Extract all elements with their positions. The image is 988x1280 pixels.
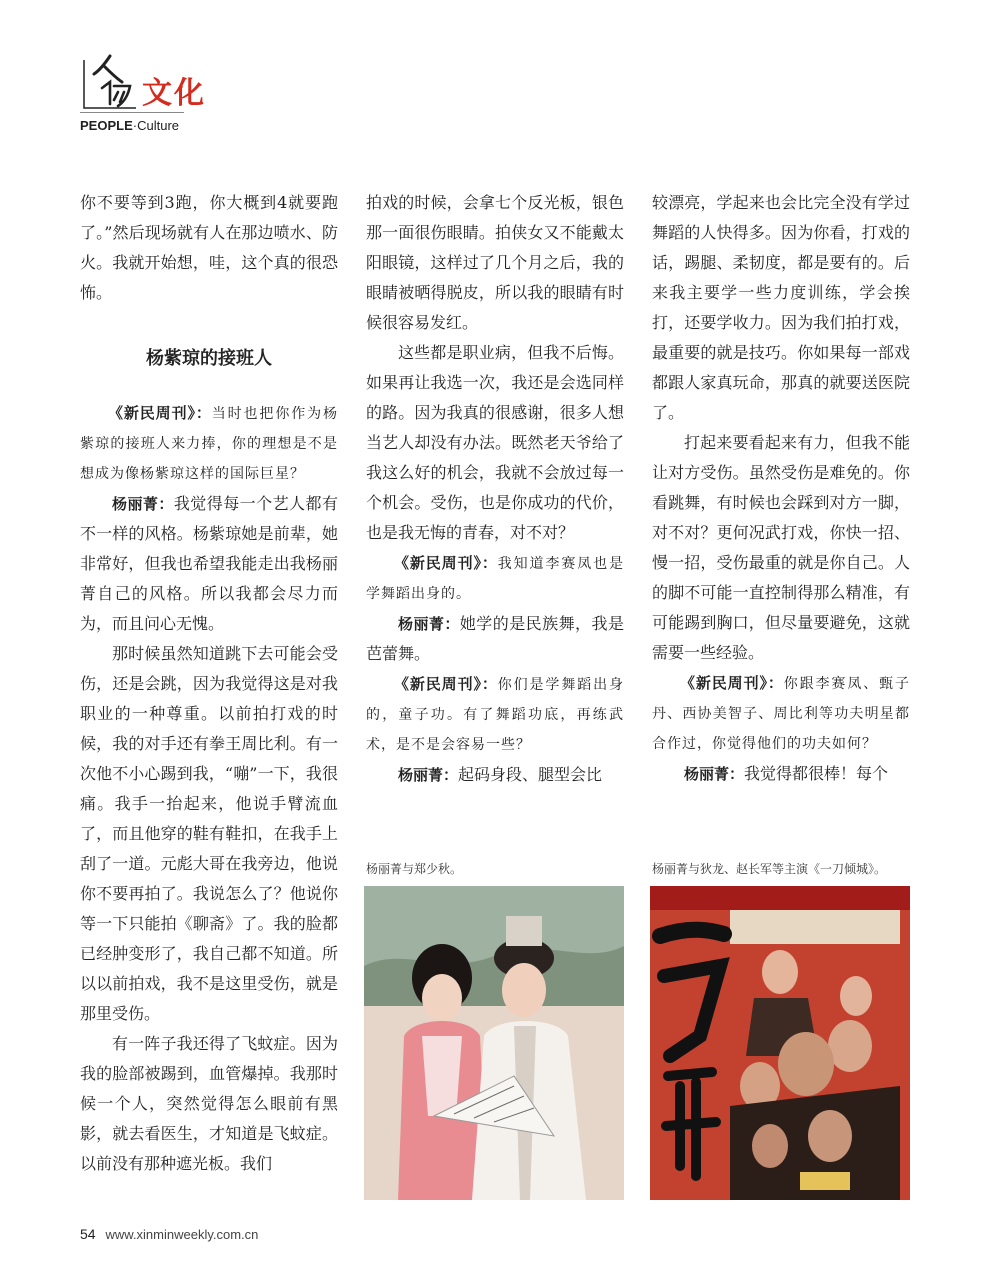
interview-question <box>80 398 338 489</box>
interview-answer <box>366 760 624 790</box>
interview-answer <box>652 759 910 789</box>
answer-text: 我觉得每一个艺人都有不一样的风格。杨紫琼她是前辈，她非常好，但我也希望我能走出我杨丽菁自己的风格。所以我都会尽力而为，而且问心无愧。 <box>80 494 338 633</box>
paragraph: 那时候虽然知道跳下去可能会受伤，还是会跳，因为我觉得这是对我职业的一种尊重。以前拍打戏的时候，我的对手还有拳王周比利。有一次他不小心踢到我，“嘣”一下，我很痛。我手一抬起来，他说手臂流血了，而且他穿的鞋有鞋扣，在我手上刮了一道。元彪大哥在我旁边，他说你不要再拍了。我说怎么了？他说你等一下只能拍《聊斋》了。我的脸都已经肿变形了，我自己都不知道。所以以前拍戏，我不是这里受伤，就是那里受伤。 <box>80 644 338 1023</box>
question-text: 你们是学舞蹈出身的，童子功。有了舞蹈功底，再练武术，是不是会容易一些？ <box>366 677 624 753</box>
interview-answer <box>80 489 338 639</box>
photo-actors-costume <box>364 886 624 1200</box>
answer-text: 她学的是民族舞，我是芭蕾舞。 <box>366 614 624 663</box>
photo-film-poster <box>650 886 910 1200</box>
magazine-name: 《新民周刊》： <box>108 404 212 422</box>
paragraph: 你不要等到3跑，你大概到4就要跑了。”然后现场就有人在那边喷水、防火。我就开始想，哇，这个真的很恐怖。 <box>80 193 338 302</box>
question-text: 你跟李赛凤、甄子丹、西协美智子、周比利等功夫明星都合作过，你觉得他们的功夫如何？ <box>652 676 910 752</box>
paragraph: 打起来要看起来有力，但我不能让对方受伤。虽然受伤是难免的。你看跳舞，有时候也会踩到对方一脚，对不对？更何况武打戏，你快一招、慢一招，受伤最重的就是你自己。人的脚不可能一直控制得那么精准，有可能踢到胸口，但尽量要避免，这就需要一些经验。 <box>652 433 910 662</box>
section-sub-sep: · <box>132 118 138 133</box>
page-footer <box>80 1226 258 1242</box>
speaker-name: 杨丽菁： <box>112 495 174 513</box>
photo-caption-1: 杨丽菁与郑少秋。 <box>366 862 463 876</box>
photo-illustration <box>364 886 624 1200</box>
answer-text: 我觉得都很棒！每个 <box>744 764 889 783</box>
paragraph: 这些都是职业病，但我不后悔。如果再让我选一次，我还是会选同样的路。因为我真的很感谢，很多人想当艺人却没有办法。既然老天爷给了我这么好的机会，我就不会放过每一个机会。受伤，也是你成功的代价，也是我无悔的青春，对不对？ <box>366 343 624 542</box>
interview-question <box>366 548 624 609</box>
interview-answer <box>366 609 624 669</box>
speaker-name: 杨丽菁： <box>398 615 460 633</box>
magazine-name: 《新民周刊》： <box>680 674 784 692</box>
photo-caption-2: 杨丽菁与狄龙、赵长军等主演《一刀倾城》。 <box>652 862 887 876</box>
paragraph: 有一阵子我还得了飞蚊症。因为我的脸部被踢到，血管爆掉。我那时候一个人，突然觉得怎么眼前有黑影，就去看医生，才知道是飞蚊症。以前没有那种遮光板。我们 <box>80 1034 338 1173</box>
page-number: 54 <box>80 1226 96 1242</box>
text-column-1 <box>80 188 338 1179</box>
text-column-2 <box>366 188 624 790</box>
question-text: 当时也把你作为杨紫琼的接班人来力捧，你的理想是不是想成为像杨紫琼这样的国际巨星？ <box>80 406 338 482</box>
website-url: www.xinminweekly.com.cn <box>105 1227 259 1242</box>
section-subtitle <box>80 118 179 133</box>
people-logo-icon <box>80 52 138 110</box>
magazine-name: 《新民周刊》： <box>394 675 498 693</box>
subheading: 杨紫琼的接班人 <box>146 348 272 369</box>
interview-question <box>366 669 624 760</box>
interview-question <box>652 668 910 759</box>
section-header <box>80 52 280 142</box>
text-column-3 <box>652 188 910 789</box>
magazine-name: 《新民周刊》： <box>394 554 498 572</box>
section-title: 文化 <box>142 76 206 111</box>
section-sub-rest: Culture <box>137 118 180 133</box>
speaker-name: 杨丽菁： <box>398 766 459 784</box>
poster-illustration <box>650 886 910 1200</box>
answer-text: 起码身段、腿型会比 <box>458 765 603 784</box>
paragraph: 较漂亮，学起来也会比完全没有学过舞蹈的人快得多。因为你看，打戏的话，踢腿、柔韧度，都是要有的。后来我主要学一些力度训练，学会挨打，还要学收力。因为我们拍打戏，最重要的就是技巧。你如果每一部戏都跟人家真玩命，那真的就要送医院了。 <box>652 193 910 422</box>
paragraph: 拍戏的时候，会拿七个反光板，银色那一面很伤眼睛。拍侠女又不能戴太阳眼镜，这样过了几个月之后，我的眼睛被晒得脱皮，所以我的眼睛有时候很容易发红。 <box>366 193 624 332</box>
speaker-name: 杨丽菁： <box>684 765 745 783</box>
section-sub-bold: PEOPLE <box>80 118 133 133</box>
header-rule <box>80 112 184 113</box>
question-text: 我知道李赛凤也是学舞蹈出身的。 <box>366 556 624 602</box>
